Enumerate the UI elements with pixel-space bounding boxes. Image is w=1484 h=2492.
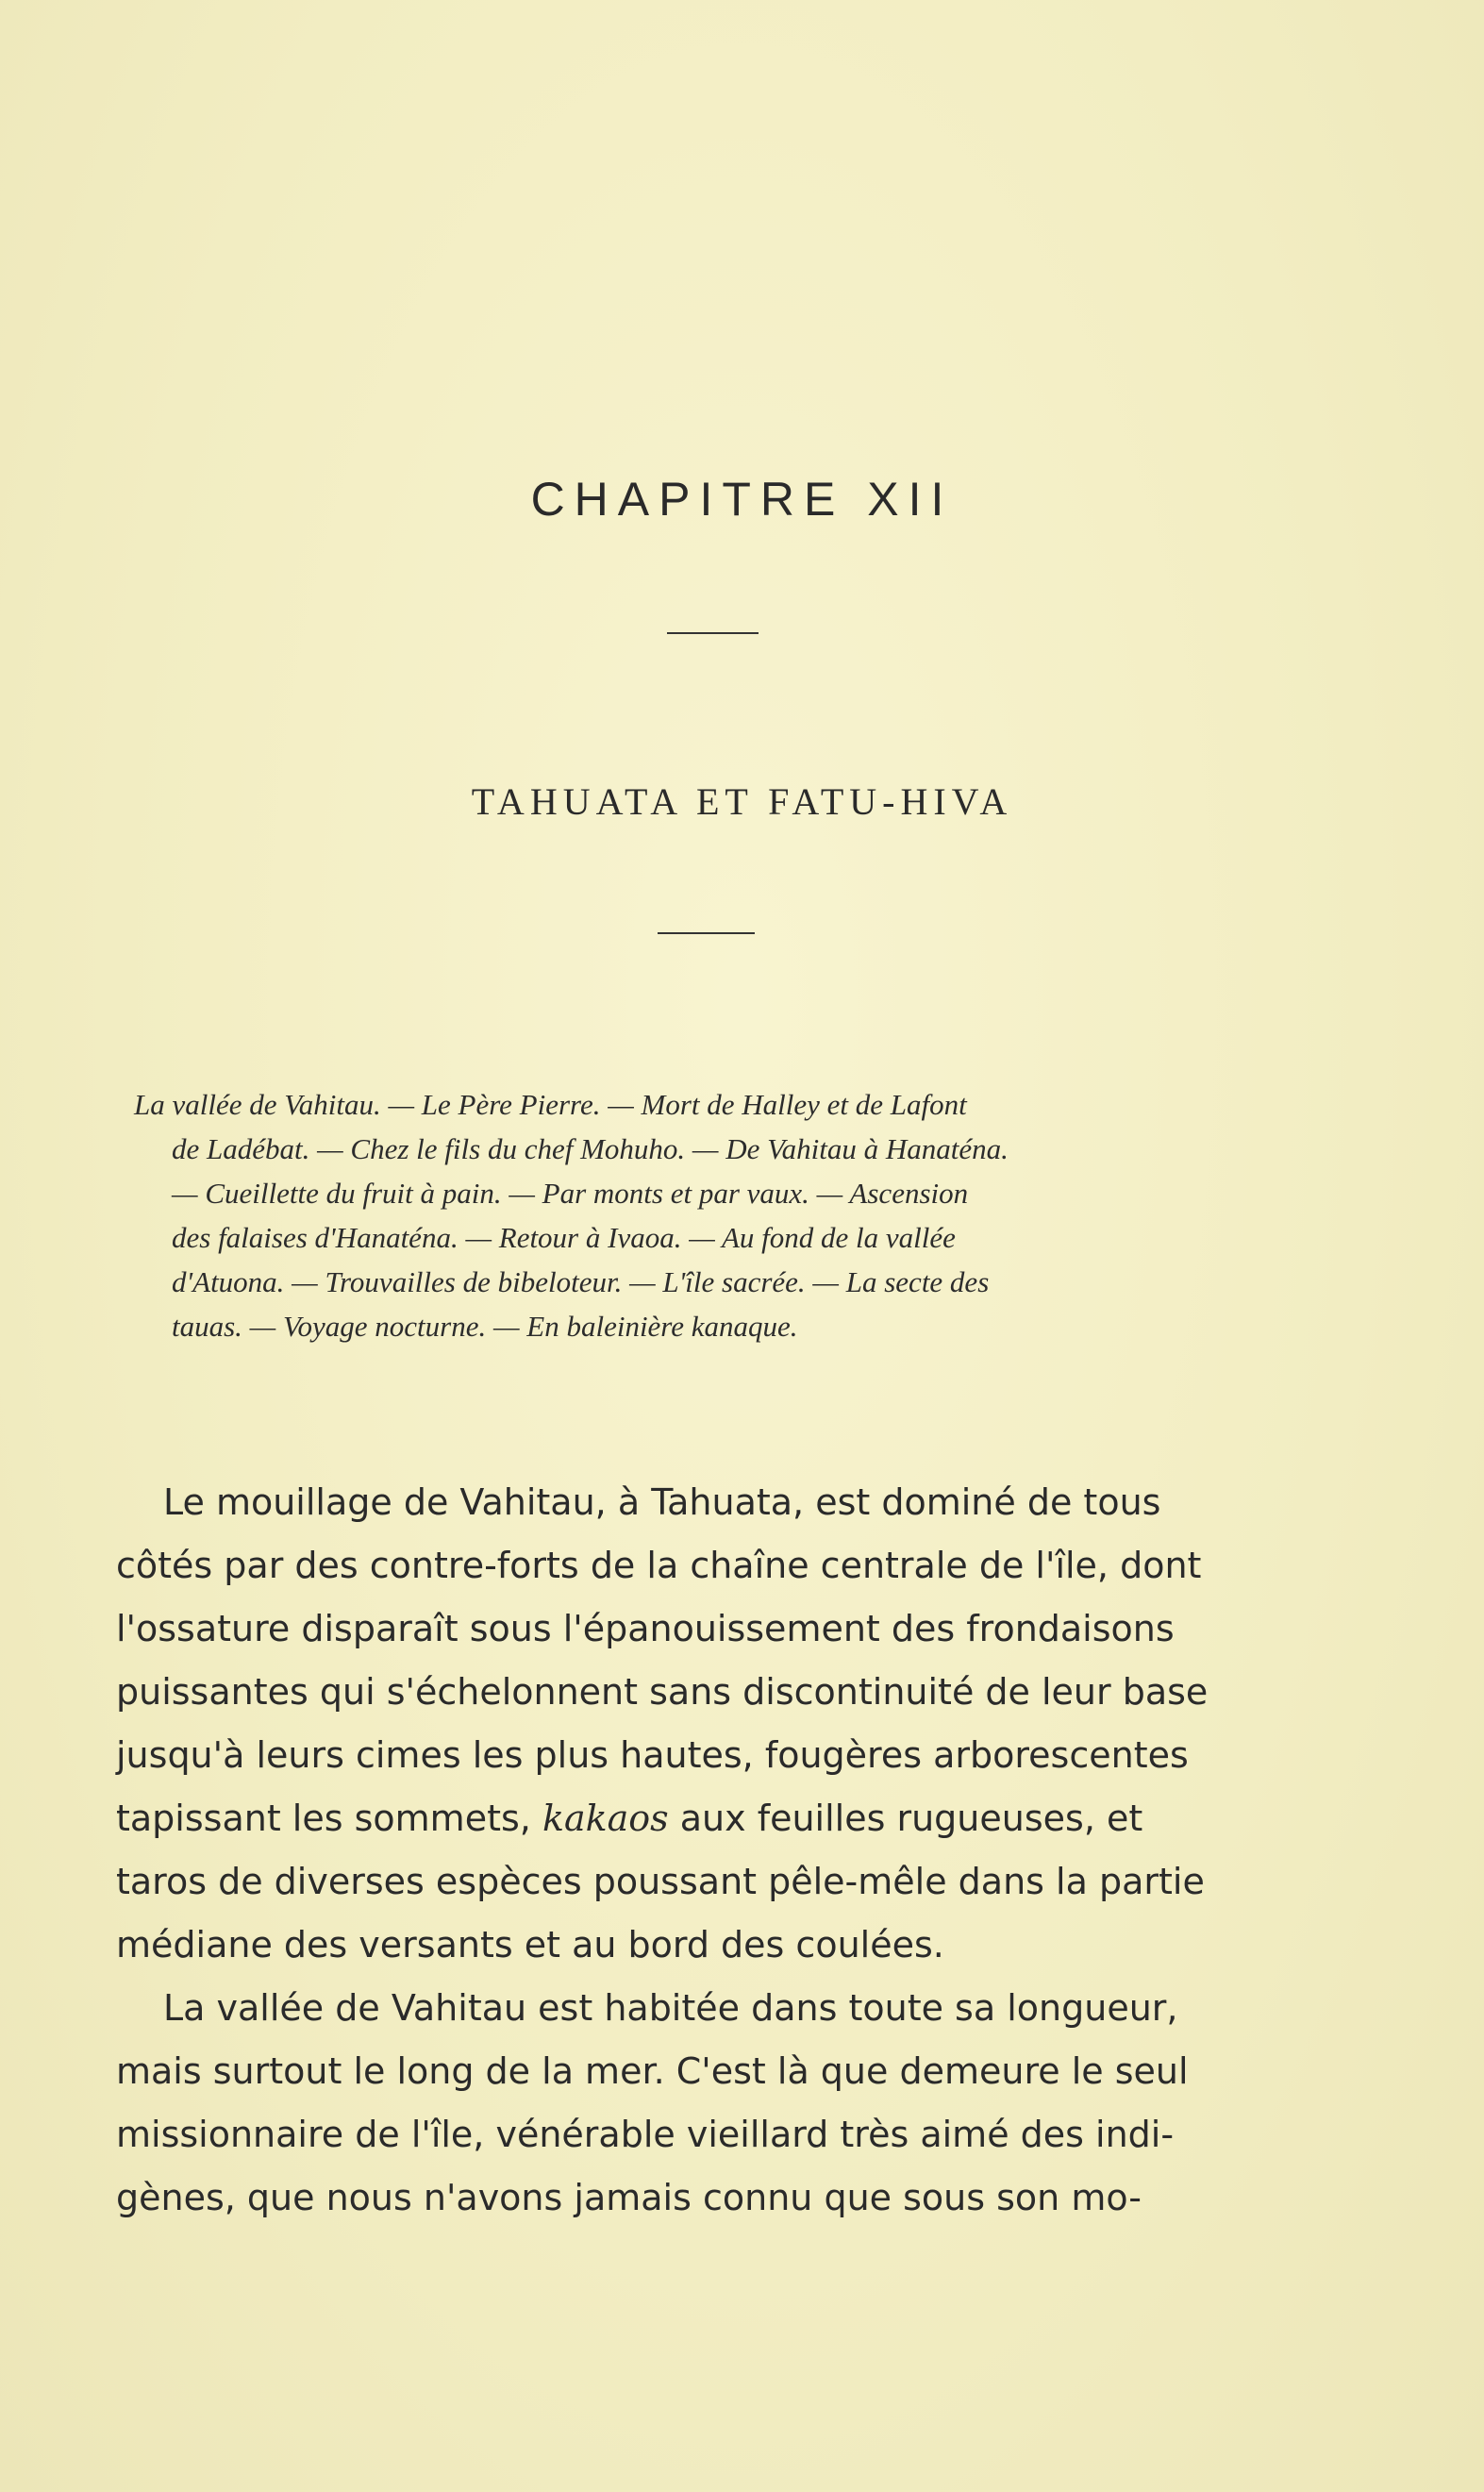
paragraph-1-line: Le mouillage de Vahitau, à Tahuata, est dominé de tous [163,1481,1161,1523]
paragraph-2-line: La vallée de Vahitau est habitée dans toute sa longueur, [163,1987,1178,2029]
summary-line: La vallée de Vahitau. — Le Père Pierre. — Mort de Halley et de Lafont [134,1088,967,1121]
chapter-title: CHAPITRE XII [530,473,954,526]
chapter-subtitle: TAHUATA ET FATU-HIVA [471,780,1013,823]
paragraph-2-line: gènes, que nous n'avons jamais connu que sous son mo- [116,2177,1142,2218]
summary-line: des falaises d'Hanaténa. — Retour à Ivaoa. — Au fond de la vallée [172,1221,956,1254]
paragraph-1-line [116,1787,1286,1850]
paragraph-1-line: taros de diverses espèces poussant pêle-mêle dans la partie [116,1861,1205,1902]
paragraph-1-line: côtés par des contre-forts de la chaîne centrale de l'île, dont [116,1545,1202,1586]
summary-line: — Cueillette du fruit à pain. — Par monts et par vaux. — Ascension [172,1177,969,1210]
summary-line: d'Atuona. — Trouvailles de bibeloteur. — L'île sacrée. — La secte des [172,1265,990,1298]
summary-line: de Ladébat. — Chez le fils du chef Mohuho. — De Vahitau à Hanaténa. [172,1132,1009,1165]
line-text: aux feuilles rugueuses, et [668,1798,1143,1839]
summary-line: tauas. — Voyage nocturne. — En baleinière kanaque. [172,1310,798,1343]
paragraph-1-line: médiane des versants et au bord des coulées. [116,1924,944,1965]
title-divider-rule [667,632,759,634]
line-text: tapissant les sommets, [116,1798,542,1839]
paragraph-1-line: l'ossature disparaît sous l'épanouissement des frondaisons [116,1608,1175,1649]
paragraph-2-line: missionnaire de l'île, vénérable vieillard très aimé des indi- [116,2114,1175,2155]
paragraph-1-line: puissantes qui s'échelonnent sans discontinuité de leur base [116,1671,1209,1713]
body-text [116,1471,1286,2230]
paragraph-2-line: mais surtout le long de la mer. C'est là que demeure le seul [116,2050,1189,2092]
chapter-summary [134,1082,1285,1348]
italic-word: kakaos [542,1798,669,1839]
paragraph-1-line: jusqu'à leurs cimes les plus hautes, fougères arborescentes [116,1734,1189,1776]
subtitle-divider-rule [658,932,755,934]
